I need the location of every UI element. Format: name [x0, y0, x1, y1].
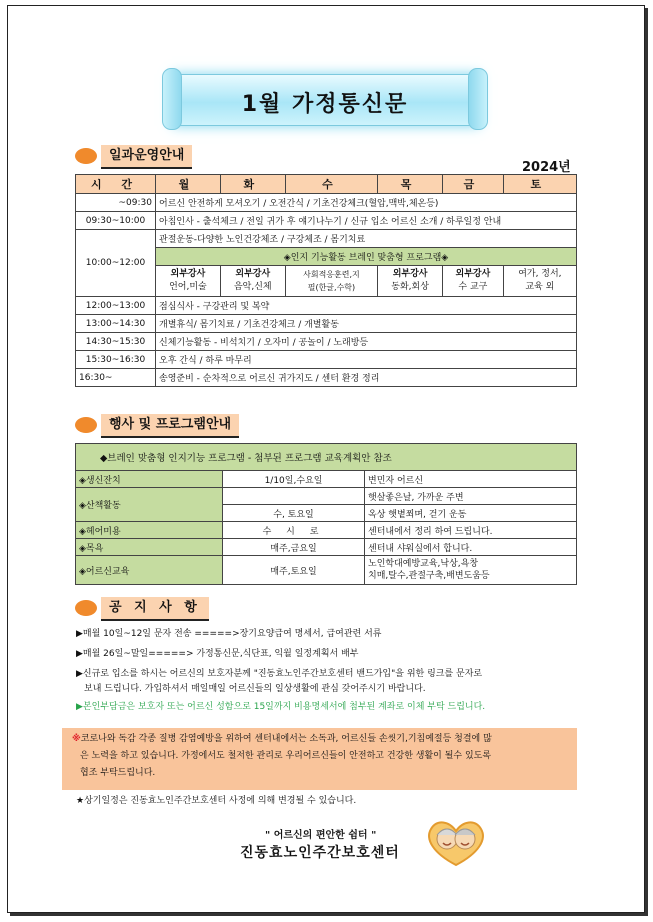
section-header-notice: 공 지 사 항: [75, 597, 225, 619]
table-row: ◈산책활동 햇살좋은날, 가까운 주변: [76, 488, 577, 505]
section-header-events: 행사 및 프로그램안내: [75, 414, 305, 436]
center-name: 진동효노인주간보호센터: [240, 845, 400, 861]
table-row: 수, 토요일 옥상 햇볕쬐며, 걷기 운동: [76, 505, 577, 522]
notice-item: ▶본인부담금은 보호자 또는 어르신 성함으로 15일까지 비용명세서에 첨부된 계좌로 이체 부탁 드립니다.: [76, 702, 486, 712]
schedule-header-row: 시 간 월 화 수 목 금 토: [76, 175, 577, 194]
warning-icon: ※: [72, 734, 81, 744]
section-header-daily: 일과운영안내: [75, 145, 275, 167]
title-scroll: [160, 66, 490, 130]
year-label: 2024년: [522, 160, 571, 175]
program-banner-row: ◈인지 기능활동 브레인 맞춤형 프로그램◈: [76, 248, 577, 266]
table-row: ◈어르신교육 매주,토요일 노인학대예방교육,낙상,욕창 치매,탈수,관절구축,배변도움등: [76, 556, 577, 585]
covid-notice: ※코로나와 독감 각종 질병 감염예방을 위하여 센터내에서는 소독과, 어르신들 손씻기,기침예절등 청결에 많 은 노력을 하고 있습니다. 가정에서도 철저한 관리로 우리어르신들이 안전하고 건강한 생활이 될수 있도록 협조 부탁드립니다.: [62, 728, 577, 790]
table-row: ◈목욕 매주,금요일 센터내 샤워실에서 합니다.: [76, 539, 577, 556]
table-row: 12:00~13:00 점심식사 - 구강관리 및 복약: [76, 297, 577, 315]
bullet-icon: [75, 148, 97, 164]
notice-item: ▶매월 26일~말일=====> 가정통신문,식단표, 익월 일정계획서 배부: [76, 649, 359, 659]
notice-item: 보내 드립니다. 가입하셔서 매일매일 어르신들의 일상생활에 관심 갖어주시기 바랍니다.: [84, 684, 426, 694]
slogan: " 어르신의 편안한 쉼터 ": [265, 830, 377, 841]
notice-item: ▶신규로 입소를 하시는 어르신의 보호자분께 "진동효노인주간보호센터 밴드가입"을 위한 링크를 문자로: [76, 669, 483, 679]
footnote: ★상기일정은 진동효노인주간보호센터 사정에 의해 변경될 수 있습니다.: [76, 796, 357, 806]
weekday-program-row: 외부강사 언어,미술 외부강사 음악,신체 사회적응훈련,지 필(한글,수학) 외부강사 동화,회상 외부강사 수 교구 여가, 정서, 교육 외: [76, 266, 577, 297]
table-row: ◈생신잔치 1/10일,수요일 변민자 어르신: [76, 471, 577, 488]
bullet-icon: [75, 417, 97, 433]
table-row: 16:30~ 송영준비 - 순차적으로 어르신 귀가지도 / 센터 환경 정리: [76, 369, 577, 387]
table-row: 09:30~10:00 아침인사 - 출석체크 / 전일 귀가 후 얘기나누기 / 신규 입소 어르신 소개 / 하루일정 안내: [76, 212, 577, 230]
bullet-icon: [75, 600, 97, 616]
table-row: 13:00~14:30 개별휴식/ 몸기치료 / 기초건강체크 / 개별활동: [76, 315, 577, 333]
table-row: 14:30~15:30 신체기능활동 - 비석치기 / 오자미 / 공놀이 / 노래방등: [76, 333, 577, 351]
program-table-header: ◆브레인 맞춤형 인지기능 프로그램 - 첨부된 프로그램 교육계획안 참조: [76, 444, 577, 471]
elderly-couple-logo-icon: [423, 813, 489, 869]
table-row: ◈헤어미용 수 시 로 센터내에서 정리 하여 드립니다.: [76, 522, 577, 539]
notice-item: ▶매월 10일~12일 문자 전송 =====>장기요양급여 명세서, 급여관련 서류: [76, 629, 382, 639]
notice-list: [76, 627, 576, 715]
program-table: [75, 443, 577, 585]
table-row: ~09:30 어르신 안전하게 모셔오기 / 오전간식 / 기초건강체크(혈압,맥박,체온등): [76, 194, 577, 212]
table-row: 15:30~16:30 오후 간식 / 하루 마무리: [76, 351, 577, 369]
page-title: 1월 가정통신문: [241, 92, 409, 117]
table-row: 10:00~12:00 관절운동-다양한 노인건강체조 / 구강체조 / 몸기치료: [76, 230, 577, 248]
schedule-table: [75, 174, 577, 387]
